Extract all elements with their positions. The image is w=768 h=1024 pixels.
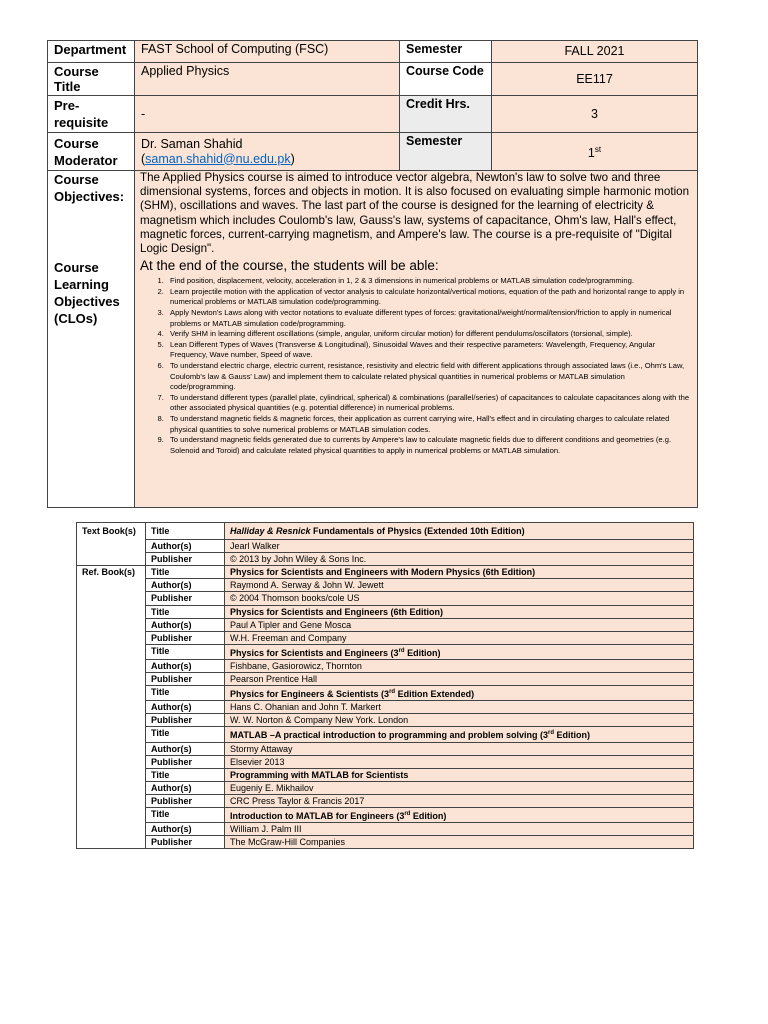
objectives-label-line-2: Objectives: [54,189,125,204]
ref-book-author: Hans C. Ohanian and John T. Markert [225,701,694,714]
clos-label [54,259,128,327]
book-row [77,592,694,605]
clos-list [140,276,692,456]
objectives-label-line-1: Course [54,172,99,187]
book-row [77,686,694,701]
text-book-title [225,523,694,540]
ref-book-title [225,605,694,618]
ref-book-author: Fishbane, Gasiorowicz, Thornton [225,659,694,672]
ref-book-title-text: Programming with MATLAB for Scientists [230,769,409,780]
course-info-table [47,40,698,508]
book-row [77,523,694,540]
ref-book-publisher: Pearson Prentice Hall [225,673,694,686]
publisher-label: Publisher [146,553,225,566]
ref-book-title-text: MATLAB –A practical introduction to programming and problem solving (3 [230,730,549,741]
ref-book-publisher: Elsevier 2013 [225,755,694,768]
text-book-author: Jearl Walker [225,540,694,553]
clos-intro: At the end of the course, the students will be able: [140,258,439,274]
ref-book-title-sup: rd [398,647,405,654]
course-title-value: Applied Physics [135,63,400,96]
objectives-content [135,171,698,508]
ref-book-title-text: Physics for Scientists and Engineers with Modern Physics (6th Edition) [230,567,536,578]
book-row [77,579,694,592]
author-label: Author(s) [146,823,225,836]
book-row [77,605,694,618]
title-label: Title [146,644,225,659]
ref-book-title [225,566,694,579]
ref-book-title-sup: rd [389,689,396,696]
author-label: Author(s) [146,781,225,794]
publisher-label: Publisher [146,794,225,807]
clo-item: 7. To understand different types (parallel plate, cylindrical, spherical) & combinations (parallel/series) of capacitances to calculate capacitances along with the other associated physical quantities (e.g. potential difference) in numerical problems. [166,393,692,414]
semester-label: Semester [400,41,492,63]
ref-book-title [225,686,694,701]
semester-number-value [492,133,698,171]
book-row [77,727,694,742]
book-row [77,755,694,768]
semester-number-label: Semester [400,133,492,171]
author-label: Author(s) [146,701,225,714]
ref-book-title-sup: rd [404,810,411,817]
clo-item: 5. Lean Different Types of Waves (Transverse & Longitudinal), Sinusoidal Waves and their respective parameters: Wavelength, Frequency, Angular Frequency, Wave number, Speed of wave. [166,340,692,361]
clo-item: 3. Apply Newton's Laws along with vector notations to evaluate different types of forces: gravitational/weight/normal/tension/friction to apply in numerical problems or MATLAB simulation code/programming. [166,308,692,329]
book-row [77,566,694,579]
clos-label-line-2: Learning [54,277,109,292]
publisher-label: Publisher [146,755,225,768]
semester-value: FALL 2021 [492,41,698,63]
book-row [77,644,694,659]
publisher-label: Publisher [146,714,225,727]
ref-book-author: Eugeniy E. Mikhailov [225,781,694,794]
ref-book-title [225,807,694,822]
moderator-email-line [141,152,393,167]
author-label: Author(s) [146,618,225,631]
ref-book-title-tail: Edition) [404,647,441,658]
clos-label-line-1: Course [54,260,99,275]
ref-book-title-tail: Edition Extended) [395,689,475,700]
book-row [77,540,694,553]
clos-label-line-3: Objectives [54,294,120,309]
book-row [77,781,694,794]
book-row [77,807,694,822]
ref-book-label: Ref. Book(s) [77,566,146,849]
title-label: Title [146,768,225,781]
course-moderator-value [135,133,400,171]
book-row [77,742,694,755]
book-row [77,659,694,672]
clo-item: 4. Verify SHM in learning different oscillations (simple, angular, uniform circular motion) for different pendulums/oscillators (torsional, simple). [166,329,692,340]
objectives-side-labels [48,171,135,508]
semester-number-suffix: st [594,144,602,154]
book-row [77,836,694,849]
book-row [77,673,694,686]
publisher-label: Publisher [146,836,225,849]
email-open-paren: ( [141,151,146,166]
text-book-title-italic: Halliday & Resnick [230,526,311,536]
clo-item: 2. Learn projectile motion with the application of vector analysis to calculate horizontal/vertical motions, equation of the path and horizontal range to apply in numerical problems or MATLAB simulation code/programming. [166,287,692,308]
title-label: Title [146,523,225,540]
text-book-label: Text Book(s) [77,523,146,566]
prerequisite-label: Pre-requisite [48,96,135,133]
clo-item: 8. To understand magnetic fields & magnetic forces, their application as current carrying wire, Hall's effect and in circulating charges to calculate related physical quantities to solve numerical problems or MATLAB simulation codes. [166,414,692,435]
title-label: Title [146,686,225,701]
book-row [77,768,694,781]
ref-book-publisher: © 2004 Thomson books/cole US [225,592,694,605]
ref-book-title [225,727,694,742]
author-label: Author(s) [146,659,225,672]
ref-book-title [225,768,694,781]
book-row [77,631,694,644]
ref-book-publisher: CRC Press Taylor & Francis 2017 [225,794,694,807]
title-label: Title [146,727,225,742]
course-code-label: Course Code [400,63,492,96]
publisher-label: Publisher [146,673,225,686]
ref-book-title [225,644,694,659]
books-table [76,522,694,849]
clos-label-line-4: (CLOs) [54,311,98,326]
ref-book-title-text: Physics for Scientists and Engineers (3 [230,647,399,658]
department-label: Department [48,41,135,63]
ref-book-author: Paul A Tipler and Gene Mosca [225,618,694,631]
book-row [77,823,694,836]
text-book-title-rest: Fundamentals of Physics (Extended 10th Edition) [310,526,525,536]
book-row [77,618,694,631]
moderator-name: Dr. Saman Shahid [141,136,243,151]
book-row [77,794,694,807]
ref-book-title-sup: rd [548,730,555,737]
title-label: Title [146,807,225,822]
course-moderator-label: Course Moderator [48,133,135,171]
ref-book-title-text: Physics for Scientists and Engineers (6th Edition) [230,606,444,617]
author-label: Author(s) [146,742,225,755]
ref-book-title-tail: Edition) [410,810,447,821]
department-value: FAST School of Computing (FSC) [135,41,400,63]
objectives-text: The Applied Physics course is aimed to introduce vector algebra, Newton's law to solve two and three dimensional systems, forces and objects in motion. It is also focused on evaluating simple harmonic motion (SHM), oscillations and waves. The last part of the course is designed for the learning of electricity & magnetism which includes Coulomb's law, Gauss's law, systems of capacitance, Ohm's law, Hall's effect, magnetic forces, current-carrying magnetism, and Ampere's law. The course is a pre-requisite of "Digital Logic Design". [140,171,690,256]
prerequisite-value: - [135,96,400,133]
ref-book-author: Raymond A. Serway & John W. Jewett [225,579,694,592]
books-body [77,523,694,849]
objectives-label [54,171,128,205]
ref-book-title-text: Physics for Engineers & Scientists (3 [230,689,390,700]
ref-book-publisher: W.H. Freeman and Company [225,631,694,644]
book-row [77,714,694,727]
clo-item: 1. Find position, displacement, velocity, acceleration in 1, 2 & 3 dimensions in numerical problems or MATLAB simulation code/programming. [166,276,692,287]
ref-book-author: Stormy Attaway [225,742,694,755]
publisher-label: Publisher [146,592,225,605]
credit-hours-label: Credit Hrs. [400,96,492,133]
clo-item: 6. To understand electric charge, electric current, resistance, resistivity and electric field with different applications through associated laws (i.e., Ohm's Law, Coulomb's law & Gauss' Law) and implement them to calculate related physical quantities in numerical problems or MATLAB simulation code/programming. [166,361,692,393]
moderator-email-link[interactable]: saman.shahid@nu.edu.pk [145,151,291,166]
ref-book-publisher: W. W. Norton & Company New York. London [225,714,694,727]
book-row [77,701,694,714]
ref-book-title-tail: Edition) [554,730,591,741]
author-label: Author(s) [146,579,225,592]
title-label: Title [146,605,225,618]
title-label: Title [146,566,225,579]
clo-item: 9. To understand magnetic fields generated due to currents by Ampere's law to calculate magnetic fields due to different conditions and geometries (e.g. Solenoid and Toroid) and calculate related physical quantities to apply in numerical problems or MATLAB simulation. [166,435,692,456]
ref-book-title-text: Introduction to MATLAB for Engineers (3 [230,810,405,821]
ref-book-publisher: The McGraw-Hill Companies [225,836,694,849]
ref-book-author: William J. Palm III [225,823,694,836]
email-close-paren: ) [290,151,295,166]
book-row [77,553,694,566]
author-label: Author(s) [146,540,225,553]
publisher-label: Publisher [146,631,225,644]
course-code-value: EE117 [492,63,698,96]
course-title-label: Course Title [48,63,135,96]
semester-number: 1 [587,146,595,161]
text-book-publisher: © 2013 by John Wiley & Sons Inc. [225,553,694,566]
credit-hours-value: 3 [492,96,698,133]
